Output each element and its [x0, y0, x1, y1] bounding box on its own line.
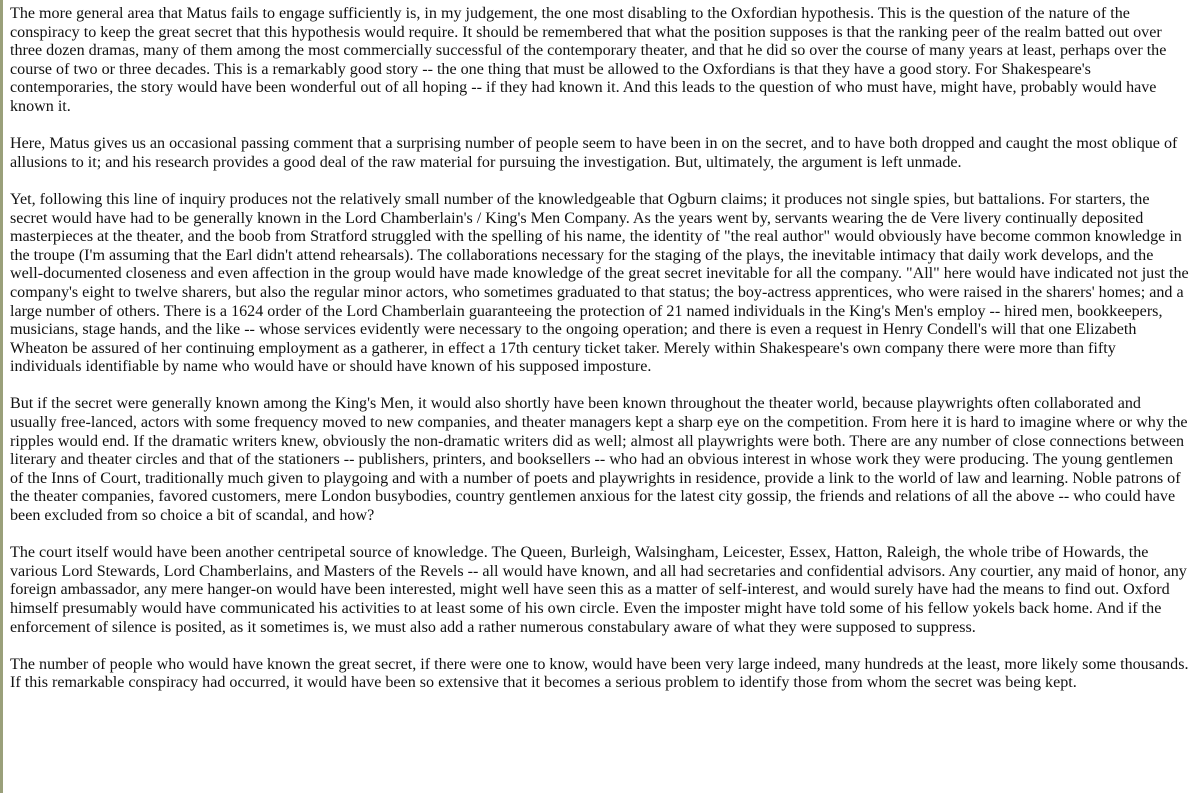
left-edge-border	[0, 0, 3, 793]
paragraph-matus-comment: Here, Matus gives us an occasional passing comment that a surprising number of people seem to have been in on the secret, and to have both dropped and caught the most oblique of allusions to it; and his research provides a good deal of the raw material for pursuing the investigation. But, ultimately, the argument is left unmade.	[10, 135, 1178, 171]
paragraph-oxfordian-conspiracy: The more general area that Matus fails to engage sufficiently is, in my judgement, the one most disabling to the Oxfordian hypothesis. This is the question of the nature of the conspiracy to keep the great secret that this hypothesis would require. It should be remembered that what the position supposes is that the ranking peer of the realm batted out over three dozen dramas, many of them among the most commercially successful of the contemporary theater, and that he did so over the course of many years at least, perhaps over the course of two or three decades. This is a remarkably good story -- the one thing that must be allowed to the Oxfordians is that they have a good story. For Shakespeare's contemporaries, the story would have been wonderful out of all hoping -- if they had known it. And this leads to the question of who must have, might have, probably would have known it.	[10, 5, 1167, 115]
article-body	[10, 5, 1190, 712]
paragraph-conclusion: The number of people who would have known the great secret, if there were one to know, would have been very large indeed, many hundreds at the least, more likely some thousands. If this remarkable conspiracy had occurred, it would have been so extensive that it becomes a serious problem to identify those from whom the secret was being kept.	[10, 655, 1189, 692]
paragraph-theater-world: But if the secret were generally known among the King's Men, it would also shortly have been known throughout the theater world, because playwrights often collaborated and usually free-lanced, actors with some frequency moved to new companies, and theater managers kept a sharp eye on the competition. From here it is hard to imagine where or why the ripples would end. If the dramatic writers knew, obviously the non-dramatic writers did as well; almost all playwrights were both. There are any number of close connections between literary and theater circles and that of the stationers -- publishers, printers, and booksellers -- who had an obvious interest in whose work they were producing. The young gentlemen of the Inns of Court, traditionally much given to playgoing and with a number of poets and playwrights in residence, provide a link to the world of law and learning. Noble patrons of the theater companies, favored customers, mere London busybodies, country gentlemen anxious for the latest city gossip, the friends and relations of all the above -- who could have been excluded from so choice a bit of scandal, and how?	[10, 395, 1188, 525]
paragraph-kings-men: Yet, following this line of inquiry produces not the relatively small number of the knowledgeable that Ogburn claims; it produces not single spies, but battalions. For starters, the secret would have had to be generally known in the Lord Chamberlain's / King's Men Company. As the years went by, servants wearing the de Vere livery continually deposited masterpieces at the theater, and the boob from Stratford struggled with the spelling of his name, the identity of "the real author" would obviously have become common knowledge in the troupe (I'm assuming that the Earl didn't attend rehearsals). The collaborations necessary for the staging of the plays, the inevitable intimacy that daily work develops, and the well-documented closeness and even affection in the group would have made knowledge of the great secret inevitable for all the company. "All" here would have indicated not just the company's eight to twelve sharers, but also the regular minor actors, who sometimes graduated to that status; the boy-actress apprentices, who were raised in the sharers' homes; and a large number of others. There is a 1624 order of the Lord Chamberlain guaranteeing the protection of 21 named individuals in the King's Men's employ -- hired men, bookkeepers, musicians, stage hands, and the like -- whose services evidently were necessary to the ongoing operation; and there is even a request in Henry Condell's will that one Elizabeth Wheaton be assured of her continuing employment as a gatherer, in effect a 17th century ticket taker. Merely within Shakespeare's own company there were more than fifty individuals identifiable by name who would have or should have known of his supposed imposture.	[10, 190, 1189, 376]
paragraph-court: The court itself would have been another centripetal source of knowledge. The Queen, Burleigh, Walsingham, Leicester, Essex, Hatton, Raleigh, the whole tribe of Howards, the various Lord Stewards, Lord Chamberlains, and Masters of the Revels -- all would have known, and all had secretaries and confidential advisors. Any courtier, any maid of honor, any foreign ambassador, any mere hanger-on would have been interested, might well have seen this as a matter of self-interest, and would surely have had the means to find out. Oxford himself presumably would have communicated his activities to at least some of his own circle. Even the imposter might have told some of his fellow yokels back home. And if the enforcement of silence is posited, as it sometimes is, we must also add a rather numerous constabulary aware of what they were supposed to suppress.	[10, 544, 1187, 636]
